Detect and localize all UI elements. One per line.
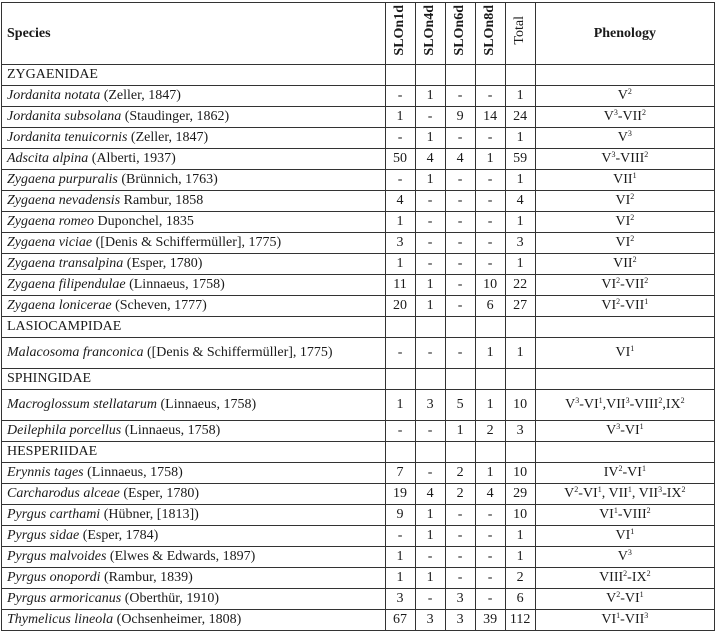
phenology-cell bbox=[535, 610, 714, 631]
species-cell bbox=[2, 254, 386, 275]
species-author: (Staudinger, 1862) bbox=[124, 109, 230, 124]
slon8d-count: - bbox=[475, 86, 505, 107]
family-row-empty-cell bbox=[385, 65, 415, 86]
slon8d-count: - bbox=[475, 254, 505, 275]
phenology-cell bbox=[535, 212, 714, 233]
slon4d-count: - bbox=[415, 107, 445, 128]
slon6d-count: 4 bbox=[445, 149, 475, 170]
table-row bbox=[2, 86, 715, 107]
slon1d-count: - bbox=[385, 526, 415, 547]
slon8d-count: 1 bbox=[475, 463, 505, 484]
slon1d-count: 67 bbox=[385, 610, 415, 631]
phenology-value: $V^2-VI^1$, VII$^1$, $VII^3-IX^2$ bbox=[564, 485, 686, 501]
phenology-cell bbox=[535, 547, 714, 568]
species-cell bbox=[2, 170, 386, 191]
species-binomial: Adscita alpina bbox=[7, 151, 89, 166]
species-cell bbox=[2, 275, 386, 296]
family-row-empty-cell bbox=[415, 442, 445, 463]
slon4d-count: 1 bbox=[415, 568, 445, 589]
species-author: (Elwes & Edwards, 1897) bbox=[109, 549, 256, 564]
phenology-cell bbox=[535, 505, 714, 526]
family-row-empty-cell bbox=[475, 317, 505, 338]
slon6d-header bbox=[445, 3, 475, 65]
table-row bbox=[2, 484, 715, 505]
species-author: (Linnaeus, 1758) bbox=[124, 423, 221, 438]
species-cell bbox=[2, 390, 386, 421]
species-binomial: Malacosoma franconica bbox=[7, 345, 144, 360]
family-row-empty-cell bbox=[445, 369, 475, 390]
total-count: 10 bbox=[505, 505, 535, 526]
slon4d-count: 1 bbox=[415, 86, 445, 107]
slon1d-count: 3 bbox=[385, 589, 415, 610]
slon4d-count: 3 bbox=[415, 610, 445, 631]
family-row-empty-cell bbox=[385, 442, 415, 463]
total-count: 3 bbox=[505, 421, 535, 442]
phenology-cell bbox=[535, 526, 714, 547]
phenology-value: $V^3-VII^2$ bbox=[603, 108, 646, 124]
species-binomial: Pyrgus armoricanus bbox=[7, 591, 122, 606]
phenology-cell bbox=[535, 107, 714, 128]
phenology-cell bbox=[535, 296, 714, 317]
slon8d-count: - bbox=[475, 589, 505, 610]
species-cell bbox=[2, 128, 386, 149]
family-row bbox=[2, 369, 715, 390]
species-author: Rambur, 1858 bbox=[123, 193, 204, 208]
species-author: ([Denis & Schiffermüller], 1775) bbox=[95, 235, 282, 250]
family-row-empty-cell bbox=[535, 442, 714, 463]
slon1d-count: 19 bbox=[385, 484, 415, 505]
species-cell bbox=[2, 484, 386, 505]
total-header-label: Total bbox=[512, 15, 528, 45]
phenology-value: $V^3-VIII^2$ bbox=[601, 150, 649, 166]
slon6d-count: 2 bbox=[445, 484, 475, 505]
species-author: (Esper, 1780) bbox=[126, 256, 203, 271]
table-row bbox=[2, 107, 715, 128]
total-count: 4 bbox=[505, 191, 535, 212]
total-count: 59 bbox=[505, 149, 535, 170]
phenology-cell bbox=[535, 484, 714, 505]
total-count: 1 bbox=[505, 128, 535, 149]
slon6d-count: - bbox=[445, 296, 475, 317]
family-row-empty-cell bbox=[505, 65, 535, 86]
phenology-cell bbox=[535, 275, 714, 296]
species-author: (Oberthür, 1910) bbox=[124, 591, 220, 606]
table-row bbox=[2, 149, 715, 170]
total-count: 1 bbox=[505, 86, 535, 107]
family-row-empty-cell bbox=[385, 369, 415, 390]
slon6d-count: 1 bbox=[445, 421, 475, 442]
table-row bbox=[2, 233, 715, 254]
species-cell bbox=[2, 610, 386, 631]
slon6d-count: - bbox=[445, 547, 475, 568]
phenology-value: $V^2-VI^1$ bbox=[606, 590, 644, 606]
slon4d-count: - bbox=[415, 547, 445, 568]
phenology-value: VII$^2$ bbox=[613, 255, 637, 271]
family-row-empty-cell bbox=[415, 65, 445, 86]
slon6d-count: - bbox=[445, 191, 475, 212]
slon4d-count: 1 bbox=[415, 170, 445, 191]
table-row bbox=[2, 421, 715, 442]
slon6d-header-label: SLOn6d bbox=[452, 4, 468, 56]
total-count: 29 bbox=[505, 484, 535, 505]
phenology-cell bbox=[535, 589, 714, 610]
phenology-value: $V^3$ bbox=[617, 129, 632, 145]
phenology-header: Phenology bbox=[535, 3, 714, 65]
species-author: (Linnaeus, 1758) bbox=[87, 465, 183, 480]
total-count: 24 bbox=[505, 107, 535, 128]
species-cell bbox=[2, 547, 386, 568]
species-cell bbox=[2, 568, 386, 589]
table-row bbox=[2, 547, 715, 568]
species-author: (Alberti, 1937) bbox=[91, 151, 176, 166]
family-name: HESPERIIDAE bbox=[2, 442, 386, 463]
species-author: (Linnaeus, 1758) bbox=[160, 397, 257, 412]
family-row-empty-cell bbox=[505, 369, 535, 390]
phenology-value: $VI^1$ bbox=[615, 527, 635, 543]
species-binomial: Zygaena transalpina bbox=[7, 256, 124, 271]
species-cell bbox=[2, 338, 386, 369]
total-count: 22 bbox=[505, 275, 535, 296]
species-author: Duponchel, 1835 bbox=[97, 214, 194, 229]
species-binomial: Pyrgus malvoides bbox=[7, 549, 107, 564]
phenology-value: $VI^1-VII^3$ bbox=[601, 611, 649, 627]
species-cell bbox=[2, 86, 386, 107]
table-row bbox=[2, 296, 715, 317]
species-author: (Rambur, 1839) bbox=[103, 570, 193, 585]
species-binomial: Deilephila porcellus bbox=[7, 423, 122, 438]
family-row-empty-cell bbox=[445, 317, 475, 338]
slon1d-count: - bbox=[385, 421, 415, 442]
species-author: (Esper, 1784) bbox=[82, 528, 159, 543]
slon8d-count: 2 bbox=[475, 421, 505, 442]
slon8d-count: 10 bbox=[475, 275, 505, 296]
phenology-cell bbox=[535, 86, 714, 107]
slon6d-count: - bbox=[445, 233, 475, 254]
species-binomial: Zygaena lonicerae bbox=[7, 298, 112, 313]
slon1d-header-label: SLOn1d bbox=[392, 4, 408, 56]
phenology-cell bbox=[535, 568, 714, 589]
slon6d-count: - bbox=[445, 170, 475, 191]
slon4d-header-label: SLOn4d bbox=[422, 4, 438, 56]
species-binomial: Jordanita notata bbox=[7, 88, 101, 103]
species-cell bbox=[2, 107, 386, 128]
slon4d-count: 3 bbox=[415, 390, 445, 421]
slon4d-count: - bbox=[415, 421, 445, 442]
slon4d-count: - bbox=[415, 338, 445, 369]
total-count: 112 bbox=[505, 610, 535, 631]
slon6d-count: 5 bbox=[445, 390, 475, 421]
table-row bbox=[2, 212, 715, 233]
phenology-cell bbox=[535, 254, 714, 275]
slon6d-count: - bbox=[445, 212, 475, 233]
phenology-value: $VIII^2-IX^2$ bbox=[599, 569, 651, 585]
family-row-empty-cell bbox=[535, 317, 714, 338]
table-row bbox=[2, 610, 715, 631]
slon4d-count: - bbox=[415, 191, 445, 212]
phenology-value: $VI^2$ bbox=[615, 234, 635, 250]
table-row bbox=[2, 505, 715, 526]
family-row bbox=[2, 65, 715, 86]
slon4d-count: 1 bbox=[415, 275, 445, 296]
phenology-value: $VI^2$ bbox=[615, 192, 635, 208]
phenology-cell bbox=[535, 170, 714, 191]
phenology-value: $VI^1$ bbox=[615, 344, 635, 360]
species-author: (Brünnich, 1763) bbox=[121, 172, 218, 187]
slon6d-count: 9 bbox=[445, 107, 475, 128]
species-cell bbox=[2, 505, 386, 526]
family-row-empty-cell bbox=[505, 442, 535, 463]
slon8d-count: - bbox=[475, 212, 505, 233]
slon1d-count: 20 bbox=[385, 296, 415, 317]
table-row bbox=[2, 338, 715, 369]
slon8d-count: - bbox=[475, 568, 505, 589]
slon1d-count: - bbox=[385, 170, 415, 191]
species-cell bbox=[2, 526, 386, 547]
species-binomial: Carcharodus alceae bbox=[7, 486, 120, 501]
table-row bbox=[2, 254, 715, 275]
species-author: (Scheven, 1777) bbox=[115, 298, 207, 313]
family-row-empty-cell bbox=[445, 65, 475, 86]
family-row-empty-cell bbox=[385, 317, 415, 338]
slon8d-count: - bbox=[475, 233, 505, 254]
slon1d-count: 9 bbox=[385, 505, 415, 526]
family-row bbox=[2, 442, 715, 463]
species-header: Species bbox=[2, 3, 386, 65]
table-row bbox=[2, 390, 715, 421]
slon6d-count: 3 bbox=[445, 589, 475, 610]
total-count: 1 bbox=[505, 526, 535, 547]
slon6d-count: 3 bbox=[445, 610, 475, 631]
slon1d-count: 1 bbox=[385, 254, 415, 275]
species-cell bbox=[2, 589, 386, 610]
slon1d-count: - bbox=[385, 338, 415, 369]
family-row-empty-cell bbox=[475, 65, 505, 86]
slon6d-count: - bbox=[445, 128, 475, 149]
slon6d-count: - bbox=[445, 526, 475, 547]
family-row-empty-cell bbox=[535, 65, 714, 86]
total-count: 2 bbox=[505, 568, 535, 589]
table-row bbox=[2, 191, 715, 212]
family-name: ZYGAENIDAE bbox=[2, 65, 386, 86]
species-binomial: Zygaena romeo bbox=[7, 214, 94, 229]
slon1d-count: 1 bbox=[385, 547, 415, 568]
total-count: 1 bbox=[505, 170, 535, 191]
species-cell bbox=[2, 212, 386, 233]
slon8d-header bbox=[475, 3, 505, 65]
family-row-empty-cell bbox=[535, 369, 714, 390]
slon8d-count: - bbox=[475, 547, 505, 568]
table-row bbox=[2, 128, 715, 149]
slon6d-count: - bbox=[445, 275, 475, 296]
slon6d-count: - bbox=[445, 338, 475, 369]
phenology-table bbox=[1, 2, 715, 631]
total-count: 1 bbox=[505, 338, 535, 369]
species-binomial: Pyrgus carthami bbox=[7, 507, 101, 522]
phenology-value: $V^3-VI^1$ bbox=[606, 422, 644, 438]
phenology-value: VII$^1$ bbox=[613, 171, 637, 187]
species-binomial: Macroglossum stellatarum bbox=[7, 397, 157, 412]
slon6d-count: - bbox=[445, 568, 475, 589]
slon8d-count: 4 bbox=[475, 484, 505, 505]
table-row bbox=[2, 526, 715, 547]
slon1d-count: - bbox=[385, 128, 415, 149]
slon1d-count: 3 bbox=[385, 233, 415, 254]
phenology-cell bbox=[535, 421, 714, 442]
slon8d-count: 1 bbox=[475, 149, 505, 170]
slon1d-count: 1 bbox=[385, 568, 415, 589]
slon6d-count: - bbox=[445, 254, 475, 275]
phenology-value: $V^3-VI^1,VII^3-VIII^2,IX^2$ bbox=[565, 396, 685, 412]
species-author: (Zeller, 1847) bbox=[103, 88, 181, 103]
slon4d-count: 4 bbox=[415, 149, 445, 170]
total-count: 1 bbox=[505, 212, 535, 233]
slon4d-count: 1 bbox=[415, 296, 445, 317]
species-cell bbox=[2, 421, 386, 442]
species-cell bbox=[2, 191, 386, 212]
phenology-value: $IV^2-VI^1$ bbox=[603, 464, 646, 480]
slon6d-count: - bbox=[445, 86, 475, 107]
phenology-value: $VI^1-VIII^2$ bbox=[599, 506, 651, 522]
slon1d-count: 1 bbox=[385, 212, 415, 233]
slon4d-count: 1 bbox=[415, 128, 445, 149]
slon1d-count: 4 bbox=[385, 191, 415, 212]
slon1d-header bbox=[385, 3, 415, 65]
slon8d-count: 14 bbox=[475, 107, 505, 128]
family-row bbox=[2, 317, 715, 338]
species-binomial: Jordanita tenuicornis bbox=[7, 130, 128, 145]
slon8d-count: 1 bbox=[475, 338, 505, 369]
species-author: (Hübner, [1813]) bbox=[103, 507, 199, 522]
total-count: 3 bbox=[505, 233, 535, 254]
total-count: 10 bbox=[505, 390, 535, 421]
family-row-empty-cell bbox=[415, 317, 445, 338]
slon4d-count: - bbox=[415, 589, 445, 610]
slon8d-count: - bbox=[475, 191, 505, 212]
slon6d-count: 2 bbox=[445, 463, 475, 484]
species-binomial: Erynnis tages bbox=[7, 465, 84, 480]
table-row bbox=[2, 568, 715, 589]
phenology-cell bbox=[535, 390, 714, 421]
total-header bbox=[505, 3, 535, 65]
slon4d-count: 4 bbox=[415, 484, 445, 505]
phenology-value: $V^3$ bbox=[617, 548, 632, 564]
slon4d-count: 1 bbox=[415, 505, 445, 526]
slon4d-count: - bbox=[415, 254, 445, 275]
slon4d-count: - bbox=[415, 212, 445, 233]
family-row-empty-cell bbox=[445, 442, 475, 463]
phenology-value: $V^2$ bbox=[617, 87, 632, 103]
family-row-empty-cell bbox=[505, 317, 535, 338]
species-binomial: Thymelicus lineola bbox=[7, 612, 114, 627]
table-row bbox=[2, 170, 715, 191]
table-row bbox=[2, 463, 715, 484]
slon8d-header-label: SLOn8d bbox=[482, 4, 498, 56]
species-binomial: Pyrgus sidae bbox=[7, 528, 80, 543]
slon8d-count: - bbox=[475, 170, 505, 191]
species-author: ([Denis & Schiffermüller], 1775) bbox=[146, 345, 333, 360]
species-binomial: Jordanita subsolana bbox=[7, 109, 122, 124]
species-cell bbox=[2, 233, 386, 254]
total-count: 1 bbox=[505, 254, 535, 275]
family-row-empty-cell bbox=[415, 369, 445, 390]
slon1d-count: 7 bbox=[385, 463, 415, 484]
species-binomial: Zygaena filipendulae bbox=[7, 277, 126, 292]
slon8d-count: - bbox=[475, 128, 505, 149]
total-count: 6 bbox=[505, 589, 535, 610]
species-binomial: Zygaena purpuralis bbox=[7, 172, 118, 187]
slon1d-count: 1 bbox=[385, 390, 415, 421]
species-author: (Ochsenheimer, 1808) bbox=[116, 612, 242, 627]
species-binomial: Zygaena viciae bbox=[7, 235, 93, 250]
phenology-value: $VI^2$ bbox=[615, 213, 635, 229]
phenology-value: $VI^2-VII^1$ bbox=[601, 297, 649, 313]
slon4d-count: 1 bbox=[415, 526, 445, 547]
slon8d-count: - bbox=[475, 526, 505, 547]
header-row bbox=[2, 3, 715, 65]
slon1d-count: 11 bbox=[385, 275, 415, 296]
species-author: (Linnaeus, 1758) bbox=[129, 277, 225, 292]
family-row-empty-cell bbox=[475, 369, 505, 390]
slon4d-count: - bbox=[415, 233, 445, 254]
phenology-cell bbox=[535, 463, 714, 484]
family-name: LASIOCAMPIDAE bbox=[2, 317, 386, 338]
slon8d-count: 39 bbox=[475, 610, 505, 631]
total-count: 10 bbox=[505, 463, 535, 484]
species-cell bbox=[2, 463, 386, 484]
slon1d-count: 1 bbox=[385, 107, 415, 128]
phenology-cell bbox=[535, 128, 714, 149]
total-count: 27 bbox=[505, 296, 535, 317]
phenology-value: $VI^2-VII^2$ bbox=[601, 276, 649, 292]
table-body bbox=[2, 65, 715, 631]
phenology-cell bbox=[535, 233, 714, 254]
slon8d-count: - bbox=[475, 505, 505, 526]
phenology-cell bbox=[535, 191, 714, 212]
table-row bbox=[2, 589, 715, 610]
species-author: (Esper, 1780) bbox=[123, 486, 200, 501]
slon8d-count: 6 bbox=[475, 296, 505, 317]
slon4d-count: - bbox=[415, 463, 445, 484]
total-count: 1 bbox=[505, 547, 535, 568]
slon6d-count: - bbox=[445, 505, 475, 526]
phenology-cell bbox=[535, 149, 714, 170]
species-author: (Zeller, 1847) bbox=[130, 130, 209, 145]
table-row bbox=[2, 275, 715, 296]
species-cell bbox=[2, 296, 386, 317]
family-name: SPHINGIDAE bbox=[2, 369, 386, 390]
species-cell bbox=[2, 149, 386, 170]
species-binomial: Pyrgus onopordi bbox=[7, 570, 101, 585]
species-binomial: Zygaena nevadensis bbox=[7, 193, 121, 208]
slon4d-header bbox=[415, 3, 445, 65]
slon1d-count: - bbox=[385, 86, 415, 107]
slon1d-count: 50 bbox=[385, 149, 415, 170]
phenology-cell bbox=[535, 338, 714, 369]
family-row-empty-cell bbox=[475, 442, 505, 463]
slon8d-count: 1 bbox=[475, 390, 505, 421]
